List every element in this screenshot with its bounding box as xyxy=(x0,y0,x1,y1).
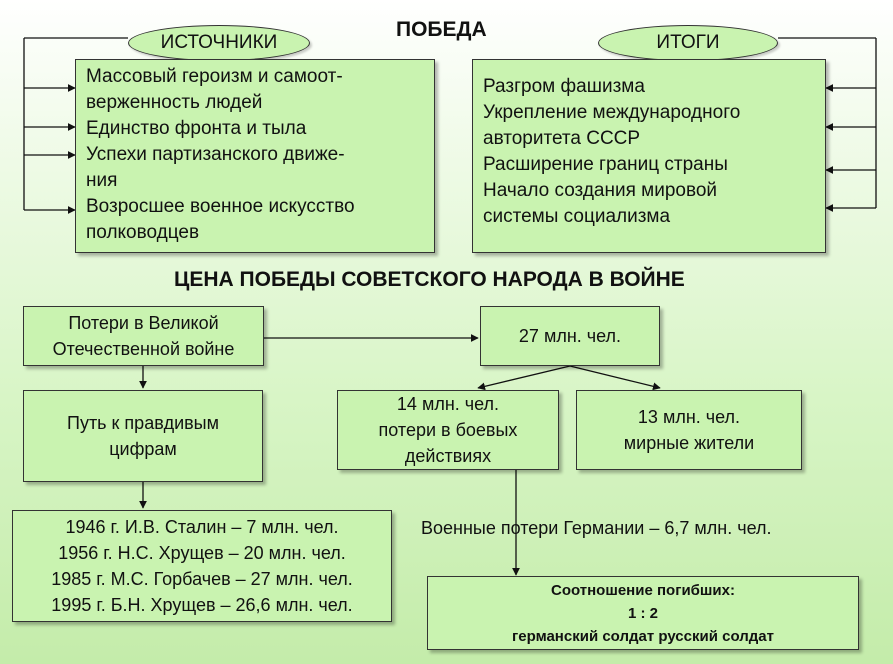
estimates-box xyxy=(12,510,392,622)
combat-line: потери в боевых xyxy=(378,420,518,440)
victory-title: ПОБЕДА xyxy=(396,18,487,41)
civilians-line: 13 млн. чел. xyxy=(637,407,741,427)
losses-box xyxy=(23,306,264,366)
path-line: цифрам xyxy=(109,439,177,459)
civilians-box xyxy=(576,390,802,470)
path-line: Путь к правдивым xyxy=(67,413,219,433)
estimate-line: 1995 г. Б.Н. Хрущев – 26,6 млн. чел. xyxy=(51,595,353,615)
results-box xyxy=(472,59,826,253)
source-line: Единство фронта и тыла xyxy=(86,118,307,139)
sources-label: ИСТОЧНИКИ xyxy=(160,32,278,53)
source-line: полководцев xyxy=(86,222,200,243)
losses-line: Отечественной войне xyxy=(52,339,235,359)
results-oval xyxy=(598,25,778,61)
result-line: Расширение границ страны xyxy=(483,154,728,175)
path-box xyxy=(23,390,263,482)
estimate-line: 1985 г. М.С. Горбачев – 27 млн. чел. xyxy=(51,569,353,589)
arrow-total-to-combat xyxy=(478,366,570,388)
arrow-total-to-civilians xyxy=(570,366,660,388)
estimate-line: 1946 г. И.В. Сталин – 7 млн. чел. xyxy=(65,517,339,537)
result-line: Начало создания мировой xyxy=(483,180,718,201)
source-line: Массовый героизм и самоот- xyxy=(86,66,343,87)
combat-line: 14 млн. чел. xyxy=(396,394,500,414)
source-line: Возросшее военное искусство xyxy=(86,196,355,217)
germany-losses: Военные потери Германии – 6,7 млн. чел. xyxy=(421,518,772,538)
ratio-line: Соотношение погибших: xyxy=(550,581,735,599)
combat-line: действиях xyxy=(404,446,492,466)
sources-oval xyxy=(128,25,310,61)
sources-box xyxy=(75,59,435,253)
total-value: 27 млн. чел. xyxy=(518,326,622,346)
ratio-line: германский солдат русский солдат xyxy=(512,627,774,645)
result-line: Укрепление международного xyxy=(483,102,741,123)
ratio-line: 1 : 2 xyxy=(627,604,658,622)
estimate-line: 1956 г. Н.С. Хрущев – 20 млн. чел. xyxy=(58,543,346,563)
combat-box xyxy=(337,390,559,470)
source-line: верженность людей xyxy=(86,92,263,113)
losses-line: Потери в Великой xyxy=(68,313,219,333)
result-line: авторитета СССР xyxy=(483,128,641,149)
source-line: ния xyxy=(86,170,118,191)
source-line: Успехи партизанского движе- xyxy=(86,144,345,165)
result-line: Разгром фашизма xyxy=(483,76,645,97)
ratio-box xyxy=(427,576,859,650)
civilians-line: мирные жители xyxy=(623,433,755,453)
total-box xyxy=(480,306,660,366)
result-line: системы социализма xyxy=(483,206,671,227)
results-label: ИТОГИ xyxy=(656,32,720,53)
price-title: ЦЕНА ПОБЕДЫ СОВЕТСКОГО НАРОДА В ВОЙНЕ xyxy=(174,268,685,291)
